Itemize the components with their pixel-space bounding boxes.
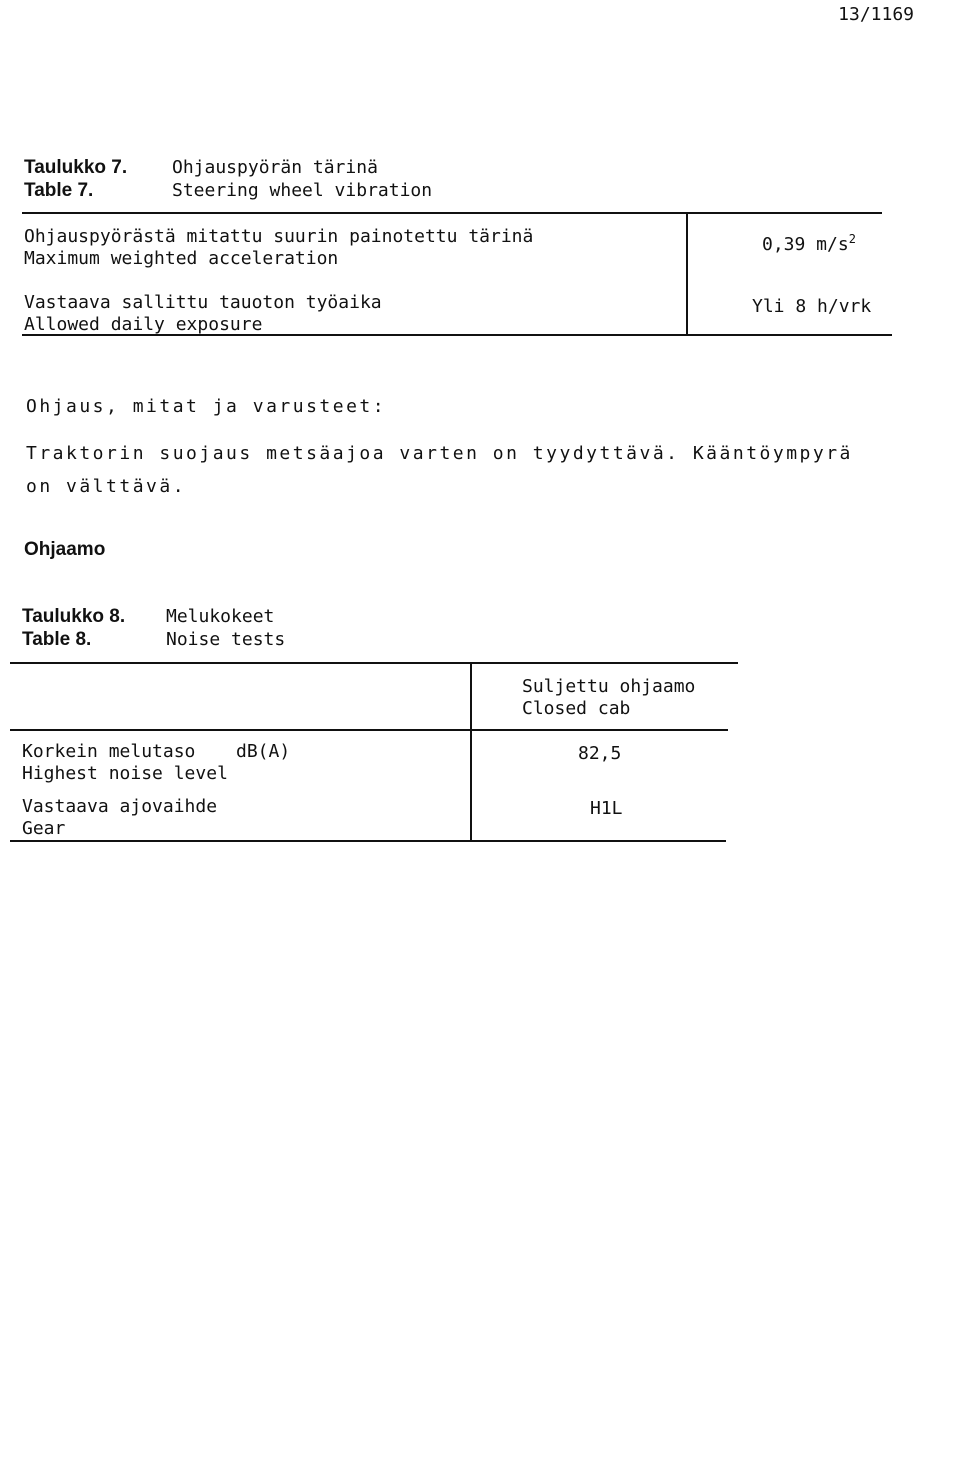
table7-row2-value: Yli 8 h/vrk bbox=[752, 296, 872, 317]
steering-body-line1: Traktorin suojaus metsäajoa varten on tyydyttävä. Kääntöympyrä bbox=[26, 443, 853, 464]
vibration-unit-exponent: 2 bbox=[848, 232, 856, 246]
table8-column-header-en: Closed cab bbox=[522, 698, 631, 719]
vibration-value: 0,39 m/s bbox=[762, 234, 849, 255]
page-number: 13/1169 bbox=[838, 4, 914, 25]
table8-row2-label-fi: Vastaava ajovaihde bbox=[22, 796, 218, 817]
table8-row2-value: H1L bbox=[590, 798, 623, 819]
table8-column-header-fi: Suljettu ohjaamo bbox=[522, 676, 696, 697]
table8-row2-label-en: Gear bbox=[22, 818, 66, 839]
table8-label-fi: Taulukko 8. bbox=[22, 606, 126, 627]
table7-row2-label-fi: Vastaava sallittu tauoton työaika bbox=[24, 292, 382, 313]
table8-bottom-rule bbox=[10, 840, 726, 842]
table8-top-rule bbox=[10, 662, 738, 664]
table8-row1-label-fi: Korkein melutaso bbox=[22, 741, 196, 762]
table8-column-divider bbox=[470, 662, 472, 842]
table7-top-rule bbox=[22, 212, 882, 214]
table7-title-en: Steering wheel vibration bbox=[172, 180, 433, 201]
table8-title-fi: Melukokeet bbox=[166, 606, 275, 627]
table7-label-fi: Taulukko 7. bbox=[24, 157, 128, 178]
table7-row1-value bbox=[762, 228, 856, 256]
table7-title-fi: Ohjauspyörän tärinä bbox=[172, 157, 378, 178]
table8-row1-label-en: Highest noise level bbox=[22, 763, 228, 784]
table8-label-en: Table 8. bbox=[22, 629, 92, 650]
table7-row2-label-en: Allowed daily exposure bbox=[24, 314, 263, 335]
table7-row1-label-fi: Ohjauspyörästä mitattu suurin painotettu tärinä bbox=[24, 226, 534, 247]
table8-header-rule bbox=[10, 729, 728, 731]
table7-column-divider bbox=[686, 212, 688, 336]
table8-row1-unit: dB(A) bbox=[236, 741, 291, 762]
table7-row1-label-en: Maximum weighted acceleration bbox=[24, 248, 339, 269]
cab-heading: Ohjaamo bbox=[24, 539, 106, 560]
table7-label-en: Table 7. bbox=[24, 180, 94, 201]
table8-row1-value: 82,5 bbox=[578, 743, 622, 764]
steering-body-line2: on välttävä. bbox=[26, 476, 187, 497]
table8-title-en: Noise tests bbox=[166, 629, 286, 650]
steering-heading: Ohjaus, mitat ja varusteet: bbox=[26, 396, 387, 417]
